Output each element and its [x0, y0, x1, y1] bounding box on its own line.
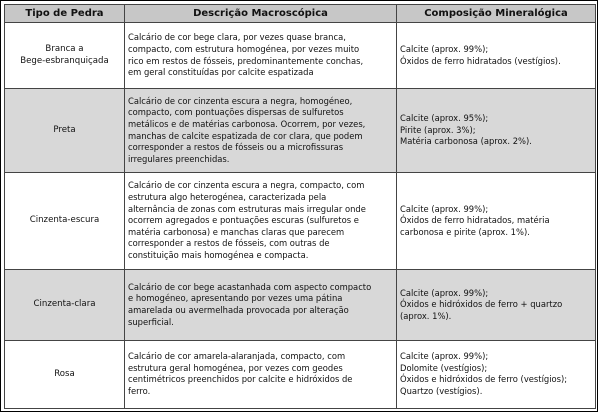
stone-type-text: Cinzenta-clara [33, 299, 96, 310]
composition-line: Calcite (aprox. 95%); [400, 113, 489, 124]
composition-line: (aprox. 1%). [400, 310, 452, 321]
table-row [5, 89, 596, 172]
description-line: e homogéneo, apresentando por vezes uma pátina [128, 293, 343, 304]
table-row [5, 172, 596, 270]
stone-type-cell [5, 89, 125, 172]
description-line: corresponder a restos de fósseis, com outras de [128, 238, 330, 249]
description-line: metálicos e de matérias carbonosa. Ocorrem, por vezes, [128, 118, 366, 129]
stone-type-text: Rosa [54, 368, 75, 379]
description-line: constituição mais homogénea e compacta. [128, 250, 309, 260]
composition-line: Calcite (aprox. 99%); [400, 203, 489, 214]
header-composicao-mineralogica: Composição Mineralógica [397, 5, 596, 23]
stone-type-cell [5, 172, 125, 270]
composition-line: Dolomite (vestígios); [400, 362, 488, 373]
description-line: Calcário de cor bege clara, por vezes quase branca, [128, 32, 346, 43]
composition-line: Óxidos e hidróxidos de ferro + quartzo [400, 299, 563, 310]
composition-cell [397, 89, 596, 172]
composition-cell [397, 340, 596, 408]
composition-line: Matéria carbonosa (aprox. 2%). [400, 136, 532, 147]
description-line: amarelada ou avermelhada provocada por alteração [128, 304, 349, 315]
description-line: Calcário de cor amarela-alaranjada, compacto, com [128, 351, 346, 362]
stone-type-cell [5, 23, 125, 89]
stone-type-text: Preta [53, 124, 76, 135]
composition-line: Calcite (aprox. 99%); [400, 287, 489, 298]
description-line: matéria carbonosa) e manchas claras que parecem [128, 226, 345, 237]
description-line: Calcário de cor bege acastanhada com aspecto compacto [128, 281, 372, 292]
stone-type-text: Cinzenta-escura [29, 215, 100, 226]
description-line: alternância de zonas com estruturas mais irregular onde [128, 203, 366, 214]
description-cell [125, 270, 397, 340]
table-row [5, 340, 596, 408]
description-line: Calcário de cor cinzenta escura a negra, homogéneo, [128, 95, 353, 106]
description-cell [125, 340, 397, 408]
header-tipo-de-pedra: Tipo de Pedra [5, 5, 125, 23]
description-line: compacto, com pontuações dispersas de sulfuretos [128, 107, 344, 118]
description-line: Calcário de cor cinzenta escura a negra, compacto, com [128, 180, 365, 191]
description-cell [125, 89, 397, 172]
description-line: centimétricos preenchidos por calcite e hidróxidos de [128, 374, 353, 385]
stone-type-text: Bege-esbranquiçada [20, 55, 109, 66]
stone-type-text: Branca a [45, 44, 84, 55]
description-line: em geral constituídas por calcite espatizada [128, 67, 314, 78]
composition-line: carbonosa e pirite (aprox. 1%). [400, 226, 530, 237]
composition-line: Óxidos de ferro hidratados, matéria [400, 215, 550, 226]
description-line: rico em restos de fósseis, predominantemente conchas, [128, 55, 364, 66]
table-header-row [5, 5, 596, 23]
description-cell [125, 172, 397, 270]
composition-line: Pirite (aprox. 3%); [400, 124, 476, 135]
stone-type-cell [5, 340, 125, 408]
description-line: irregulares preenchidas. [128, 153, 230, 164]
composition-line: Óxidos de ferro hidratados (vestígios). [400, 55, 561, 66]
composition-cell [397, 23, 596, 89]
description-line: estrutura algo heterogénea, caracterizada pela [128, 192, 327, 203]
description-line: estrutura geral homogénea, por vezes com geodes [128, 362, 343, 373]
composition-line: Calcite (aprox. 99%); [400, 44, 489, 55]
composition-line: Quartzo (vestígios). [400, 385, 483, 396]
composition-line: Calcite (aprox. 99%); [400, 351, 489, 362]
table-row [5, 270, 596, 340]
stone-type-cell [5, 270, 125, 340]
description-line: compacto, com estrutura homogénea, por vezes muito [128, 44, 360, 55]
composition-line: Óxidos e hidróxidos de ferro (vestígios); [400, 374, 568, 385]
description-cell [125, 23, 397, 89]
description-line: superficial. [128, 316, 174, 327]
stone-types-table [4, 4, 596, 409]
table-row [5, 23, 596, 89]
composition-cell [397, 172, 596, 270]
description-line: ocorrem agregados e pontuações escuras (sulfuretos e [128, 215, 359, 226]
composition-cell [397, 270, 596, 340]
header-descricao-macroscopica: Descrição Macroscópica [125, 5, 397, 23]
description-line: corresponder a restos de fósseis ou a microfissuras [128, 142, 344, 153]
description-line: ferro. [128, 385, 151, 396]
description-line: manchas de calcite espatizada de cor clara, que podem [128, 130, 363, 141]
